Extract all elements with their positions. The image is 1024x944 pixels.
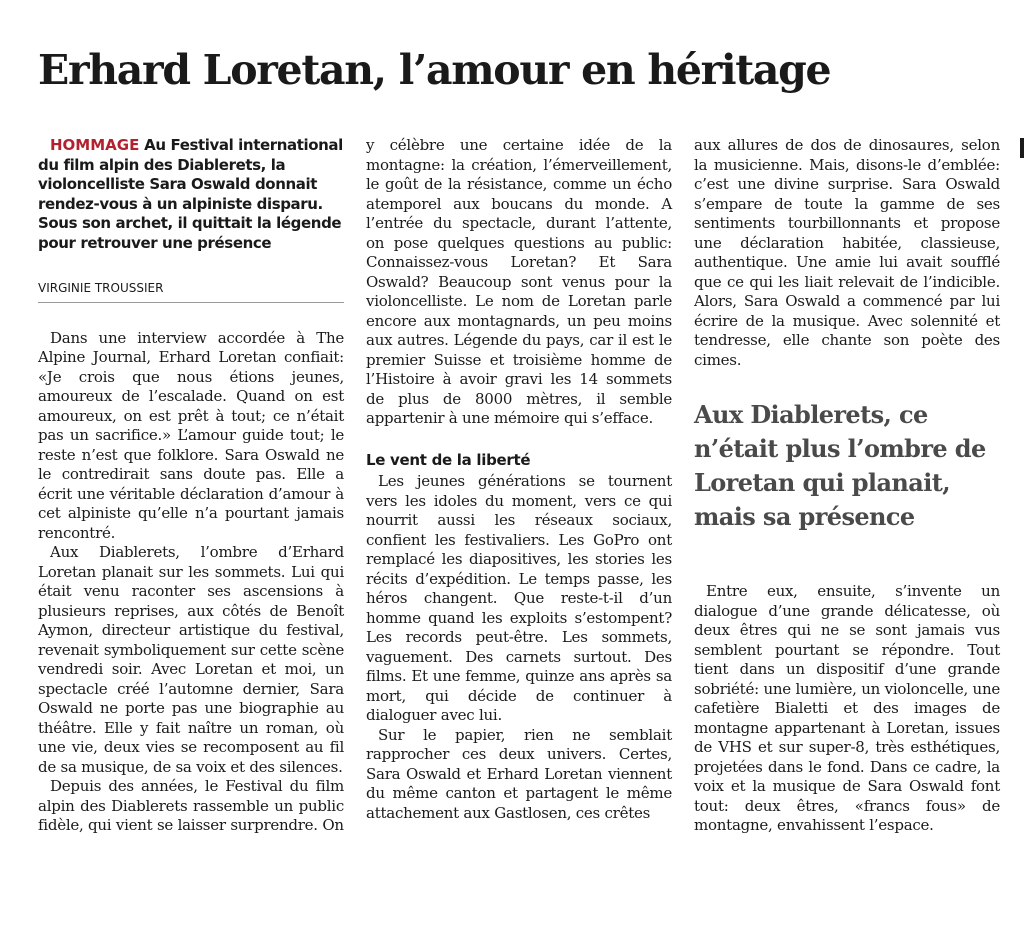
byline: VIRGINIE TROUSSIER — [38, 253, 344, 303]
pull-quote: Aux Diablerets, ce n’était plus l’ombre de Loretan qui planait, mais sa présence — [694, 400, 986, 531]
lede — [38, 136, 344, 253]
headline: Erhard Loretan, l’amour en héritage — [38, 46, 831, 94]
lede-text: Au Festival international du film alpin des Diablerets, la violoncelliste Sara Oswald donnait rendez-vous à un alpiniste disparu. Sous son archet, il quittait la légende pour retrouver une présence — [38, 136, 343, 252]
paragraph-diablerets: Aux Diablerets, l’ombre d’Erhard Loretan planait sur les sommets. Lui qui était venu raconter ses ascensions à plusieurs reprises, aux côtés de Benoît Aymon, directeur artistique du festival, revenait symboliquement sur cette scène vendredi soir. Avec Loretan et moi, un spectacle créé l’automne dernier, Sara Oswald ne porte pas une biographie au théâtre. Elle y fait naître un roman, où une vie, deux vies se recomposent au fil de sa musique, de sa voix et des silences. — [38, 543, 344, 776]
kicker-label: HOMMAGE — [50, 136, 140, 154]
paragraph-univers: Sur le papier, rien ne semblait rapprocher ces deux univers. Certes, Sara Oswald et Erhard Loretan viennent du même canton et partagent le même attachement aux Gastlosen, ces crêtes — [366, 725, 672, 822]
article-column-3 — [694, 136, 1000, 836]
paragraph-univers-cont: aux allures de dos de dinosaures, selon la musicienne. Mais, disons-le d’emblée: c’est une divine surprise. Sara Oswald s’empare de toute la gamme de ses sentiments tourbillonnants et propose une déclaration habitée, classieuse, authentique. Une amie lui avait soufflé que ce qui les liait relevait de l’indicible. Alors, Sara Oswald a commencé par lui écrire de la musique. Avec solennité et tendresse, elle chante son poète des cimes. — [694, 136, 1000, 369]
next-column-edge — [1020, 138, 1024, 158]
paragraph-festival: Depuis des années, le Festival du film alpin des Diablerets rassemble un public fidèle, qui vient se laisser surprendre. On — [38, 777, 344, 834]
article-column-1 — [38, 136, 344, 836]
subhead: Le vent de la liberté — [366, 450, 531, 469]
paragraph-festival-cont: y célèbre une certaine idée de la montagne: la création, l’émerveillement, le goût de la résistance, comme un écho atemporel aux boucans du monde. A l’entrée du spectacle, durant l’attente, on pose quelques questions au public: Connaissez-vous Loretan? Et Sara Oswald? Beaucoup sont venus pour la violoncelliste. Le nom de Loretan parle encore aux montagnards, un peu moins aux autres. Légende du pays, car il est le premier Suisse et troisième homme de l’Histoire à avoir gravi les 14 sommets de plus de 8000 mètres, il semble appartenir à une mémoire qui s’efface. — [366, 136, 672, 427]
paragraph-intro: Dans une interview accordée à The Alpine Journal, Erhard Loretan confiait: «Je crois que nous étions jeunes, amoureux de l’escalade. Quand on est amoureux, on est prêt à tout; ce n’était pas un sacrifice.» L’amour guide tout; le reste n’est que folklore. Sara Oswald ne le contredirait sans doute pas. Elle a écrit une véritable déclaration d’amour à cet alpiniste qu’elle n’a pourtant jamais rencontré. — [38, 328, 344, 542]
article-column-2 — [366, 136, 672, 823]
paragraph-generations: Les jeunes générations se tournent vers les idoles du moment, vers ce qui nourrit aussi les réseaux sociaux, confient les festivaliers. Les GoPro ont remplacé les diapositives, les stories les récits d’expédition. Le temps passe, les héros changent. Que reste-t-il d’un homme quand les exploits s’estompent? Les records peut-être. Les sommets, vaguement. Des carnets surtout. Des films. Et une femme, quinze ans après sa mort, qui décide de continuer à dialoguer avec lui. — [366, 472, 672, 724]
paragraph-dialogue: Entre eux, ensuite, s’invente un dialogue d’une grande délicatesse, où deux êtres qui ne se sont jamais vus semblent pourtant se répondre. Tout tient dans un dispositif d’une grande sobriété: une lumière, un violoncelle, une cafetière Bialetti et des images de montagne appartenant à Loretan, issues de VHS et sur super-8, très esthétiques, projetées dans le fond. Dans ce cadre, la voix et la musique de Sara Oswald font tout: deux êtres, «francs fous» de montagne, envahissent l’espace. — [694, 582, 1000, 834]
